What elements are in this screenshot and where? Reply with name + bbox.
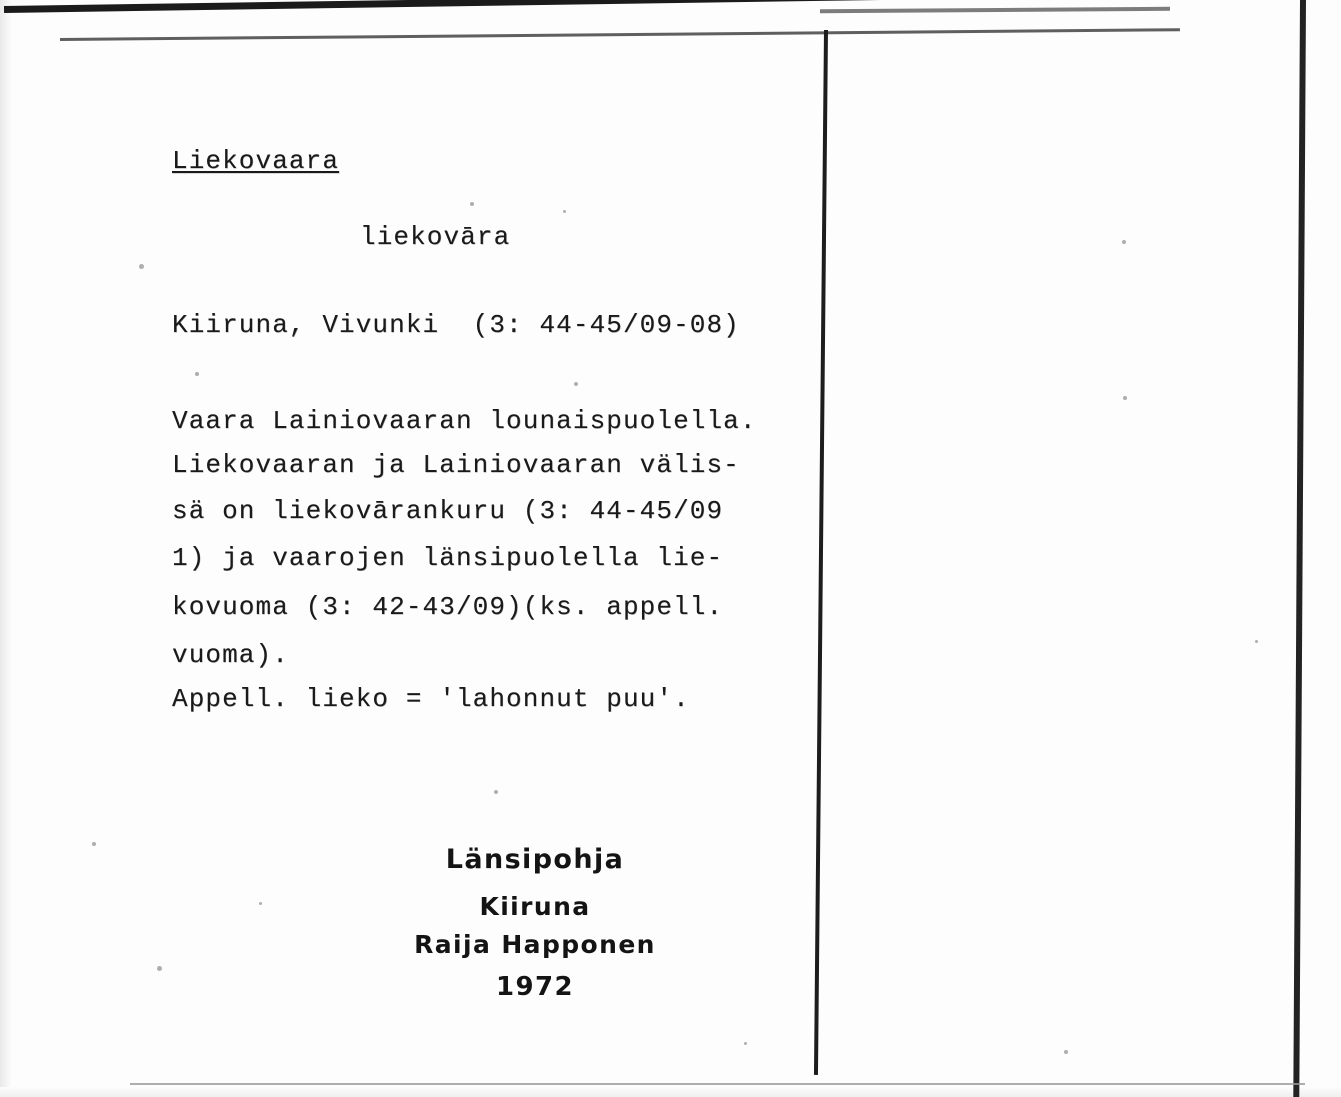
signature-year: 1972	[496, 972, 574, 1002]
signature-collector: Raija Happonen	[414, 930, 656, 959]
scan-speck	[259, 902, 262, 905]
description-line: kovuoma (3: 42-43/09)(ks. appell.	[172, 592, 724, 622]
description-line: vuoma).	[172, 640, 289, 670]
scan-left-edge	[0, 0, 12, 1097]
card-right-border-line	[1293, 0, 1306, 1097]
scan-speck	[1255, 640, 1258, 643]
scan-speck	[470, 202, 474, 206]
card-top-border-line-right	[820, 7, 1170, 13]
card-bottom-hairline	[130, 1083, 1305, 1085]
signature-region: Länsipohja	[445, 844, 625, 875]
pronunciation-form: liekovāra	[360, 222, 511, 252]
card-top-border-line-secondary	[60, 28, 1180, 41]
signature-place: Kiiruna	[479, 892, 591, 921]
scan-speck	[195, 372, 199, 376]
locality-and-map-reference: Kiiruna, Vivunki (3: 44-45/09-08)	[172, 310, 740, 340]
scan-speck	[1122, 240, 1126, 244]
scan-speck	[574, 382, 578, 386]
scan-speck	[157, 966, 162, 971]
scan-speck	[744, 1042, 747, 1045]
scan-bottom-edge	[0, 1087, 1341, 1097]
appellative-line: Appell. lieko = 'lahonnut puu'.	[172, 684, 690, 714]
scan-speck	[92, 842, 96, 846]
scan-speck	[1123, 396, 1127, 400]
headword: Liekovaara	[172, 146, 340, 176]
scan-speck	[563, 210, 566, 213]
description-line: 1) ja vaarojen länsipuolella lie-	[172, 543, 724, 573]
scan-speck	[494, 790, 498, 794]
description-line: Vaara Lainiovaaran lounaispuolella.	[172, 406, 757, 436]
card-vertical-divider	[814, 30, 828, 1075]
scan-speck	[139, 264, 144, 269]
description-line: sä on liekovārankuru (3: 44-45/09	[172, 496, 724, 526]
description-line: Liekovaaran ja Lainiovaaran välis-	[172, 450, 740, 480]
scan-speck	[1064, 1050, 1068, 1054]
